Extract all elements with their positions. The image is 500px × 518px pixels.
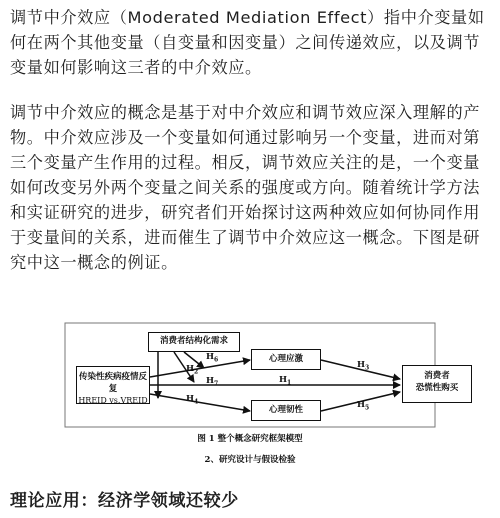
psychological-stress-box: 心理应激 bbox=[251, 349, 321, 370]
figure-caption: 图 1 整个概念研究框架模型 bbox=[197, 434, 303, 444]
arrow-h2 bbox=[150, 360, 250, 377]
epidemic-recurrence-box bbox=[76, 366, 150, 404]
hypothesis-h5-label: $H_5$ bbox=[357, 400, 370, 412]
arrow-h4 bbox=[150, 394, 250, 411]
intro-paragraph: 调节中介效应（Moderated Mediation Effect）指中介变量如何在两个其他变量（自变量和因变量）之间传递效应，以及调节变量如何影响这三者的中介效应。 bbox=[10, 8, 485, 77]
panic-buying-line-1: 消费者 bbox=[424, 371, 450, 381]
section-heading: 理论应用：经济学领域还较少 bbox=[10, 491, 239, 511]
panic-buying-line-2: 恐慌性购买 bbox=[415, 383, 459, 393]
hypothesis-h1-label: $H_1$ bbox=[279, 375, 292, 387]
epidemic-recurrence-sub: HREID vs.VREID bbox=[78, 396, 148, 405]
research-framework-figure bbox=[64, 322, 459, 472]
structured-demand-box: 消费者结构化需求 bbox=[148, 332, 240, 352]
hypothesis-h7-label: $H_7$ bbox=[206, 376, 219, 388]
panic-buying-box bbox=[402, 365, 472, 403]
concept-paragraph: 调节中介效应的概念是基于对中介效应和调节效应深入理解的产物。中介效应涉及一个变量如何通过影响另一个变量，进而对第三个变量产生作用的过程。相反，调节效应关注的是，一个变量如何改变另外两个变量之间关系的强度或方向。随着统计学方法和实证研究的进步，研究者们开始探讨这两种效应如何协同作用于变量间的关系，进而催生了调节中介效应这一概念。下图是研究中这一概念的例证。 bbox=[10, 103, 481, 272]
psychological-resilience-box: 心理韧性 bbox=[251, 400, 321, 421]
hypothesis-h6-label: $H_6$ bbox=[206, 352, 219, 364]
figure-section-caption: 2、研究设计与假设检验 bbox=[204, 455, 296, 465]
epidemic-recurrence-label: 传染性疾病疫情反复 bbox=[78, 372, 147, 394]
hypothesis-h4-label: $H_4$ bbox=[186, 394, 199, 406]
hypothesis-h3-label: $H_3$ bbox=[357, 360, 370, 372]
hypothesis-h2-label: $H_2$ bbox=[186, 364, 199, 376]
